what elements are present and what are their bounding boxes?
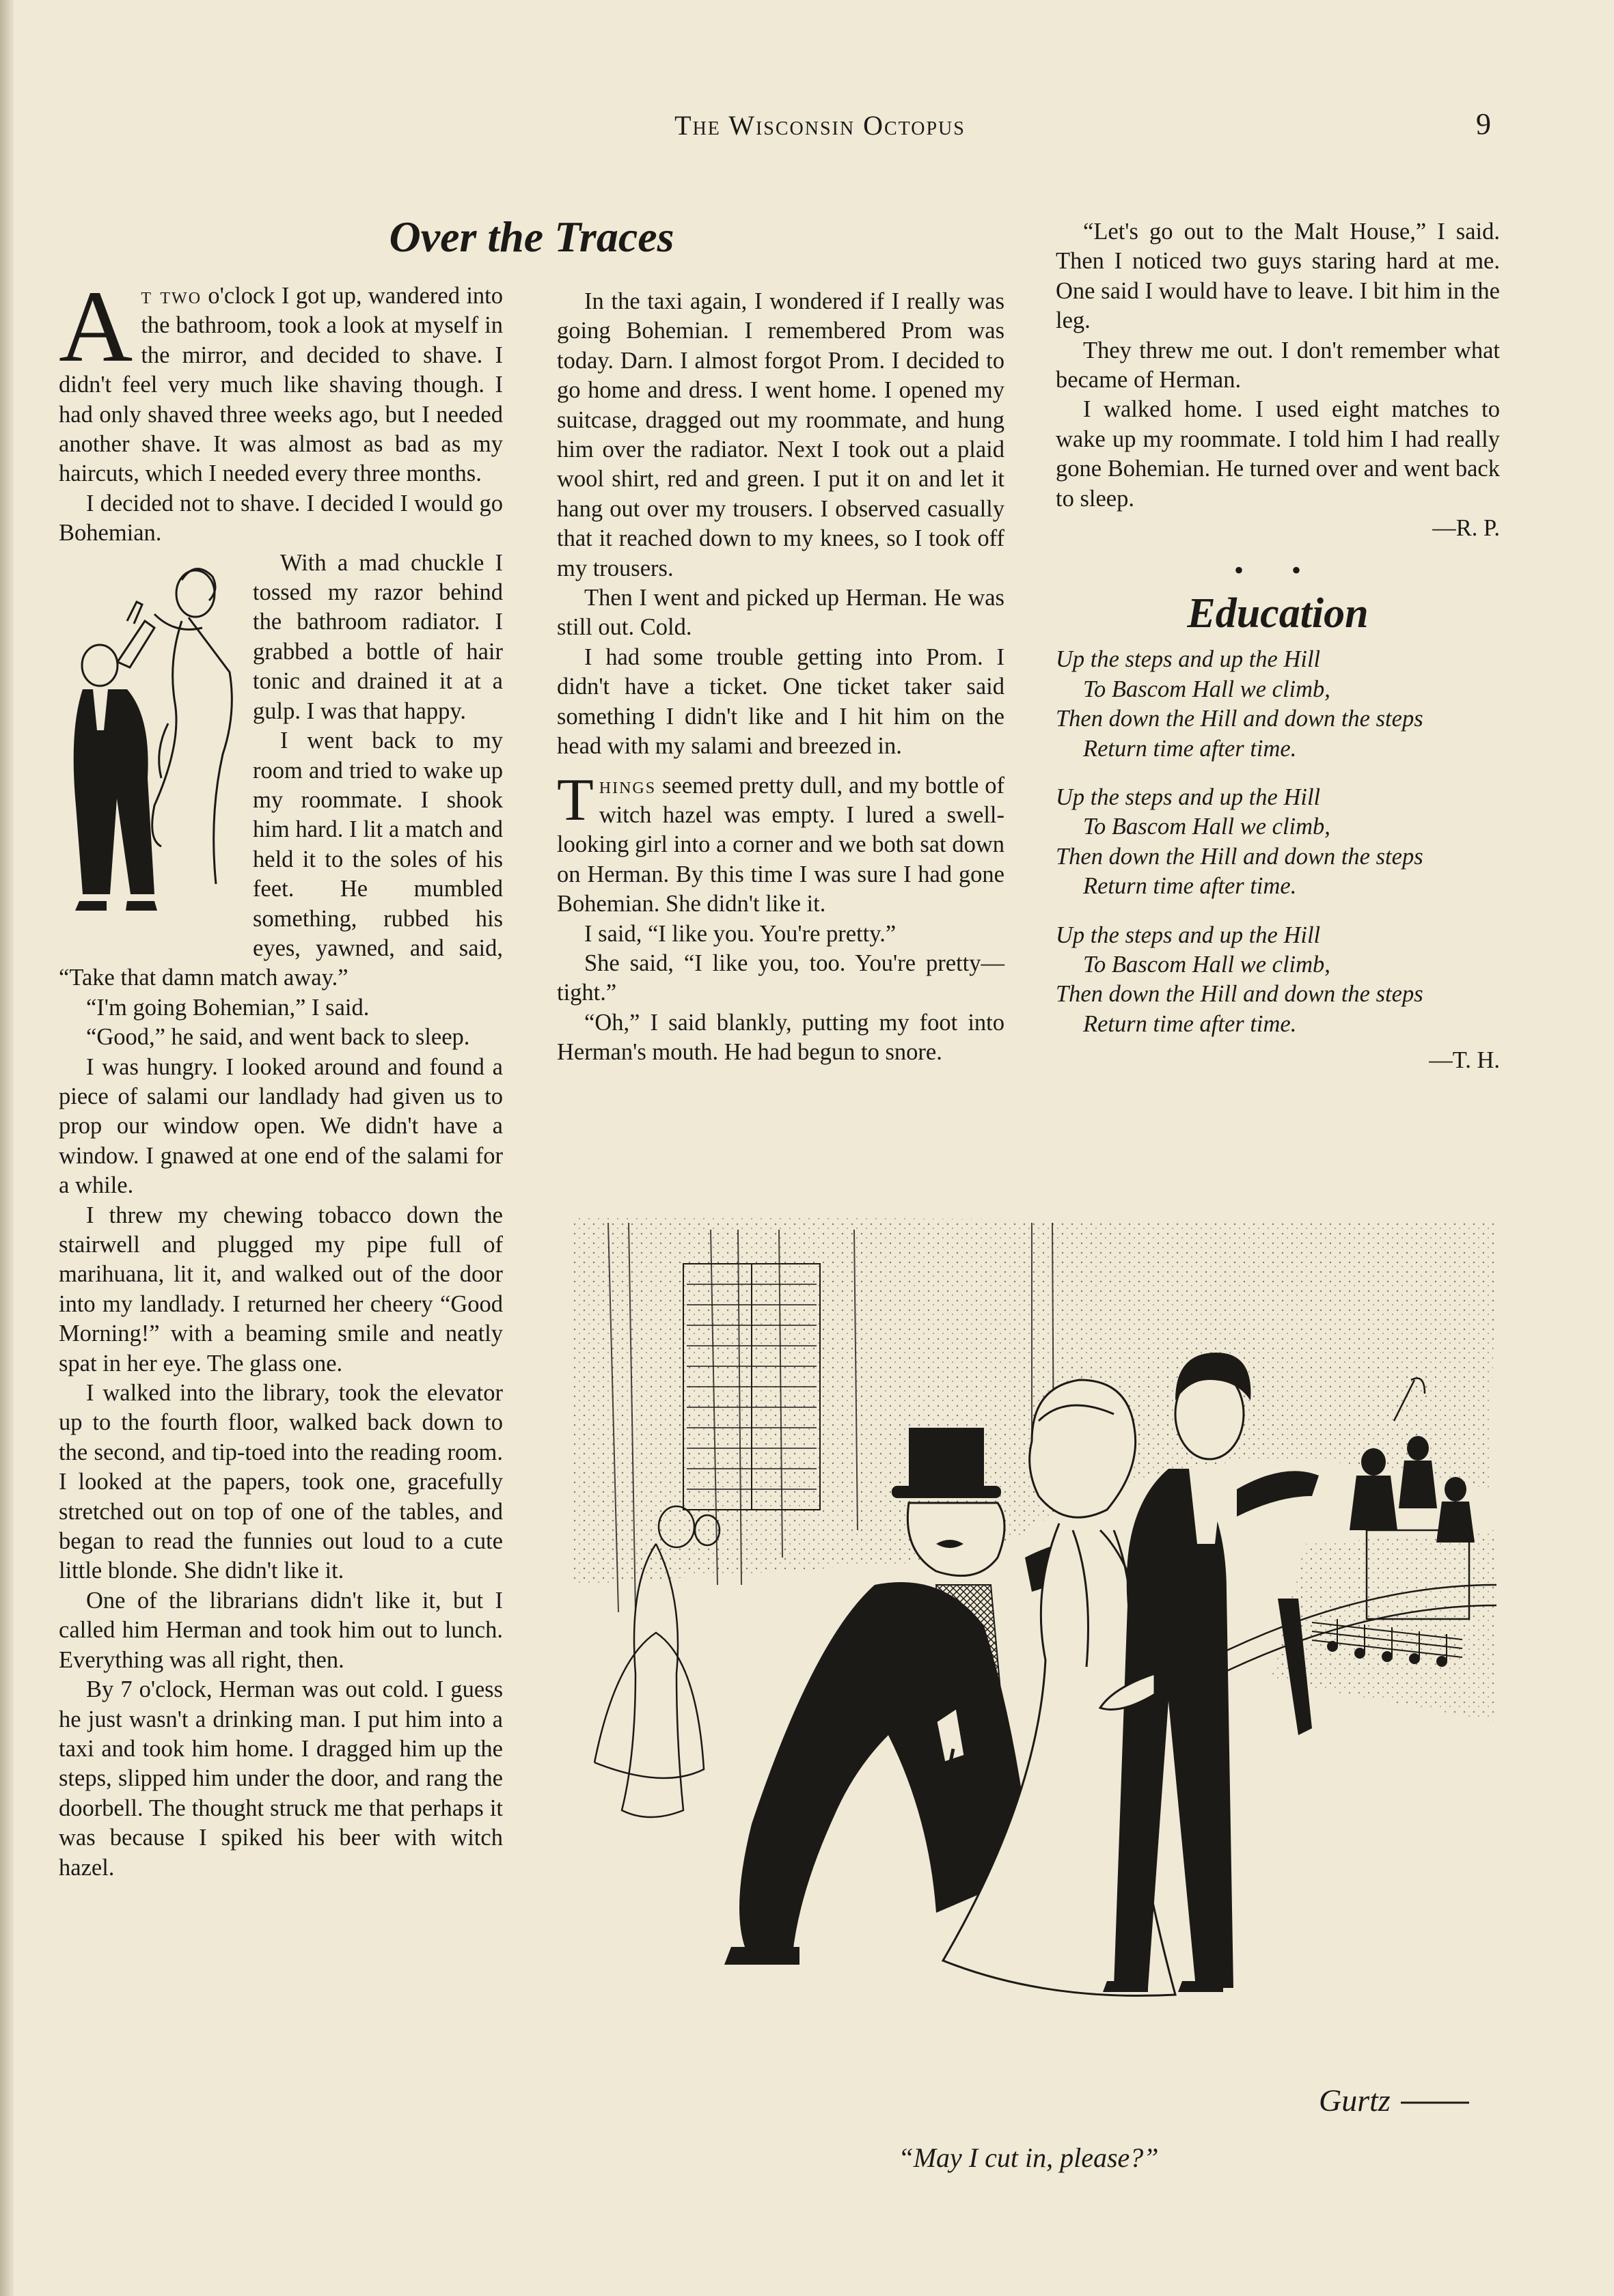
- paragraph: They threw me out. I don't remember what became of Herman.: [1056, 337, 1500, 393]
- article-column-3: [1056, 217, 1500, 1076]
- running-head: The Wisconsin Octopus: [674, 110, 966, 141]
- paragraph-drop-cap-t: Things seemed pretty dull, and my bottle of witch hazel was empty. I lured a swell-looking girl into a corner and we both sat down on Herman. By this time I was sure I had gone Bohemian. She didn't like it.: [557, 766, 1004, 917]
- paragraph-1: At two o'clock I got up, wandered into the bathroom, took a look at myself in the mirror, and decided to shave. I didn't feel very much like shaving though. I had only shaved three weeks ago, but I needed another shave. It was almost as bad as my haircuts, which I needed every three months.: [59, 270, 503, 487]
- paragraph: “Oh,” I said blankly, putting my foot into Herman's mouth. He had begun to snore.: [557, 1009, 1004, 1066]
- poem-signature: —T. H.: [1429, 1047, 1500, 1074]
- artist-signature: Gurtz: [1319, 2083, 1391, 2118]
- paragraph: “Let's go out to the Malt House,” I said. Then I noticed two guys staring hard at me. One said I would have to leave. I bit him in the leg.: [1056, 219, 1500, 334]
- paragraph: “I'm going Bohemian,” I said.: [86, 994, 370, 1021]
- section-separator: • •: [1233, 555, 1322, 586]
- drinking-man-illustration: [59, 553, 243, 935]
- poem-stanza: Up the steps and up the Hill To Bascom Hall we climb, Then down the Hill and down the steps Return time after time.: [1056, 922, 1423, 1037]
- paragraph: I went back to my room and tried to wake up my roommate. I shook him hard. I lit a match and held it to the soles of his feet. He mumbled something, rubbed his eyes, yawned, and said, “Take that damn match away.”: [59, 728, 503, 991]
- article-column-2: [557, 287, 1004, 1068]
- paragraph: I walked into the library, took the elevator up to the fourth floor, walked back down to the second, and tip-toed into the reading room. I looked at the papers, took one, gracefully stretched out on top of one of the tables, and began to read the funnies out loud to a cute little blonde. She didn't like it.: [59, 1380, 503, 1584]
- dance-cartoon-illustration: [553, 1202, 1503, 2128]
- page-number: 9: [1476, 107, 1491, 141]
- paragraph: By 7 o'clock, Herman was out cold. I guess he just wasn't a drinking man. I put him into a taxi and took him home. I dragged him up the steps, slipped him under the door, and rang the doorbell. The thought struck me that perhaps it was because I spiked his beer with witch hazel.: [59, 1676, 503, 1881]
- article-signature: —R. P.: [1432, 515, 1500, 542]
- paragraph: “Good,” he said, and went back to sleep.: [86, 1024, 470, 1051]
- page-edge-shadow: [0, 0, 14, 2296]
- paragraph: I walked home. I used eight matches to wake up my roommate. I told him I had really gone Bohemian. He turned over and went back to sleep.: [1056, 396, 1500, 512]
- paragraph: One of the librarians didn't like it, but I called him Herman and took him out to lunch. Everything was all right, then.: [59, 1587, 503, 1673]
- poem-title: Education: [1187, 590, 1369, 637]
- drop-cap: A: [59, 270, 133, 383]
- paragraph: Then I went and picked up Herman. He was still out. Cold.: [557, 585, 1004, 641]
- drop-cap: T: [557, 766, 594, 833]
- cartoon-caption: “May I cut in, please?”: [898, 2142, 1159, 2173]
- paragraph: I said, “I like you. You're pretty.”: [584, 920, 897, 947]
- poem: [1056, 645, 1500, 1039]
- poem-stanza: Up the steps and up the Hill To Bascom Hall we climb, Then down the Hill and down the steps Return time after time.: [1056, 784, 1423, 900]
- paragraph: I was hungry. I looked around and found a piece of salami our landlady had given us to prop our window open. We didn't have a window. I gnawed at one end of the salami for a while.: [59, 1053, 503, 1199]
- paragraph-3: With a mad chuckle I tossed my razor behind the bathroom radiator. I grabbed a bottle of hair tonic and drained it at a gulp. I was that happy.: [59, 549, 503, 726]
- poem-stanza: Up the steps and up the Hill To Bascom Hall we climb, Then down the Hill and down the steps Return time after time.: [1056, 646, 1423, 762]
- paragraph: I decided not to shave. I decided I would go Bohemian.: [59, 490, 503, 547]
- paragraph: I had some trouble getting into Prom. I didn't have a ticket. One ticket taker said something I didn't like and I hit him on the head with my salami and breezed in.: [557, 644, 1004, 760]
- article-column-1: [59, 205, 503, 1883]
- paragraph: I threw my chewing tobacco down the stairwell and plugged my pipe full of marihuana, lit it, and walked out of the door into my landlady. I returned her cheery “Good Morning!” with a beaming smile and neatly spat in her eye. The glass one.: [59, 1202, 503, 1377]
- article-title: Over the Traces: [389, 212, 674, 261]
- paragraph: She said, “I like you, too. You're pretty—tight.”: [557, 950, 1004, 1006]
- paragraph: In the taxi again, I wondered if I really was going Bohemian. I remembered Prom was today. Darn. I almost forgot Prom. I decided to go home and dress. I went home. I opened my suitcase, dragged out my roommate, and hung him over the radiator. Next I took out a plaid wool shirt, red and green. I put it on and let it hang out over my trousers. I observed casually that it reached down to my knees, so I took off my trousers.: [557, 288, 1004, 581]
